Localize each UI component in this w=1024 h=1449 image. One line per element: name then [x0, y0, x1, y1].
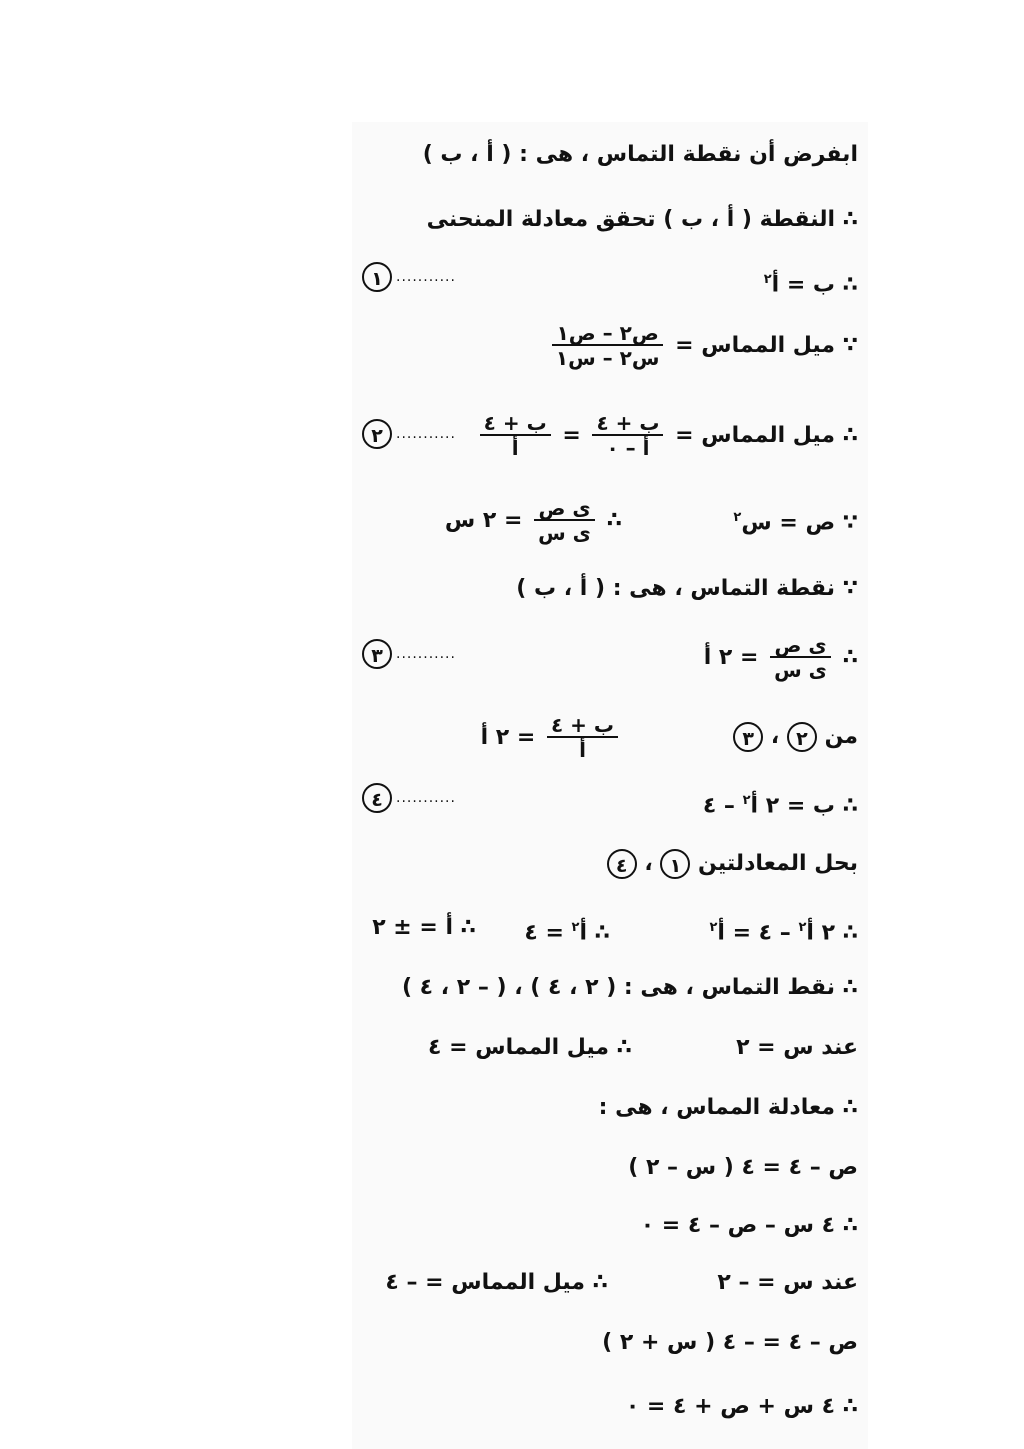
numerator: ص٢ – ص١ — [552, 322, 664, 346]
fraction — [547, 714, 618, 762]
equation-ref-2 — [362, 419, 456, 449]
equation-ref-1 — [362, 262, 456, 292]
line-tangent-equation-label: ∴ معادلة المماس ، هى : — [598, 1095, 858, 1120]
fraction — [552, 322, 664, 370]
line-b-equation — [703, 786, 858, 821]
equation-number-circle: ٤ — [607, 849, 637, 879]
superscript: ٢ — [733, 510, 742, 525]
numerator: ى ص — [770, 634, 831, 658]
text: – ٤ = أ — [717, 920, 791, 946]
line-y-equals-x-squared — [733, 503, 858, 538]
line-b-equals-a-squared — [764, 265, 858, 300]
line-slope-4: ∴ ميل المماس = ٤ — [428, 1035, 632, 1060]
text: = ٤ — [524, 920, 564, 946]
numerator: ب + ٤ — [592, 412, 663, 436]
text: = ٢ س — [444, 508, 523, 533]
text: ∴ ميل المماس = — [675, 423, 858, 448]
fraction — [770, 634, 831, 682]
text: بحل المعادلتين — [698, 851, 858, 876]
line-point-slope-2: ص – ٤ = – ٤ ( س + ٢ ) — [602, 1330, 858, 1355]
superscript: ٢ — [742, 793, 751, 808]
equals: = — [562, 423, 581, 448]
numerator: ب + ٤ — [547, 714, 618, 738]
equation-number-circle: ٣ — [362, 639, 392, 669]
text: ∴ ب = ٢ أ — [750, 793, 858, 819]
line-slope-definition — [548, 318, 858, 374]
equation-number-circle: ١ — [660, 849, 690, 879]
superscript: ٢ — [571, 920, 580, 935]
text: ∵ ص = س — [741, 510, 858, 536]
line-solve-1-4 — [607, 849, 858, 879]
denominator: ى س — [774, 658, 828, 682]
numerator: ب + ٤ — [480, 412, 551, 436]
superscript: ٢ — [763, 272, 772, 287]
denominator: ى س — [538, 521, 592, 545]
fraction — [534, 497, 595, 545]
text: ∴ ب = أ — [771, 272, 858, 298]
line-slope-equation — [476, 408, 858, 464]
line-tangent-point: ∵ نقطة التماس ، هى : ( أ ، ب ) — [516, 576, 858, 601]
line-derivative-at-point — [704, 630, 858, 686]
line-solve-a-part3: ∴ أ = ± ٢ — [372, 915, 476, 940]
denominator: أ — [511, 436, 519, 460]
text: – ٤ — [702, 793, 735, 819]
line-derivative — [445, 493, 622, 549]
leader-dots: ........... — [396, 269, 456, 285]
line-at-x-minus-2: عند س = – ٢ — [717, 1270, 858, 1295]
superscript: ٢ — [709, 920, 718, 935]
therefore: ∴ — [842, 645, 858, 670]
text: ∴ أ — [579, 920, 610, 946]
denominator: أ – ٠ — [606, 436, 650, 460]
equation-number-circle: ٢ — [787, 722, 817, 752]
leader-dots: ........... — [396, 790, 456, 806]
text: ∵ ميل المماس = — [675, 333, 858, 358]
line-point-satisfies: ∴ النقطة ( أ ، ب ) تحقق معادلة المنحنى — [426, 207, 858, 232]
line-assumption: ابفرض أن نقطة التماس ، هى : ( أ ، ب ) — [422, 142, 858, 167]
line-solve-a-part2 — [524, 913, 610, 948]
text: ∴ ٢ أ — [806, 920, 858, 946]
line-solve-a-part1 — [709, 913, 858, 948]
separator: ، — [644, 851, 653, 876]
equation-number-circle: ١ — [362, 262, 392, 292]
superscript: ٢ — [798, 920, 807, 935]
line-tangent-points: ∴ نقط التماس ، هى : ( ٢ ، ٤ ) ، ( – ٢ ، ٤ ) — [401, 975, 858, 1000]
text: = ٢ أ — [703, 645, 759, 670]
line-point-slope-1: ص – ٤ = ٤ ( س – ٢ ) — [628, 1155, 858, 1180]
separator: ، — [770, 724, 780, 749]
text: من — [824, 724, 858, 749]
line-tangent-2-result: ∴ ٤ س + ص + ٤ = ٠ — [625, 1394, 858, 1419]
leader-dots: ........... — [396, 426, 456, 442]
line-at-x-2: عند س = ٢ — [736, 1035, 858, 1060]
line-combined-equation — [481, 710, 622, 766]
equation-ref-3 — [362, 639, 456, 669]
equation-number-circle: ٤ — [362, 783, 392, 813]
text: = ٢ أ — [480, 725, 536, 750]
numerator: ى ص — [534, 497, 595, 521]
denominator: س٢ – س١ — [555, 346, 660, 370]
equation-number-circle: ٣ — [733, 722, 763, 752]
therefore: ∴ — [606, 508, 622, 533]
line-from-2-3 — [733, 722, 858, 752]
line-slope-minus-4: ∴ ميل المماس = – ٤ — [385, 1270, 608, 1295]
equation-ref-4 — [362, 783, 456, 813]
line-tangent-1-result: ∴ ٤ س – ص – ٤ = ٠ — [640, 1213, 858, 1238]
denominator: أ — [579, 738, 586, 762]
equation-number-circle: ٢ — [362, 419, 392, 449]
fraction — [480, 412, 551, 460]
leader-dots: ........... — [396, 646, 456, 662]
fraction — [592, 412, 663, 460]
